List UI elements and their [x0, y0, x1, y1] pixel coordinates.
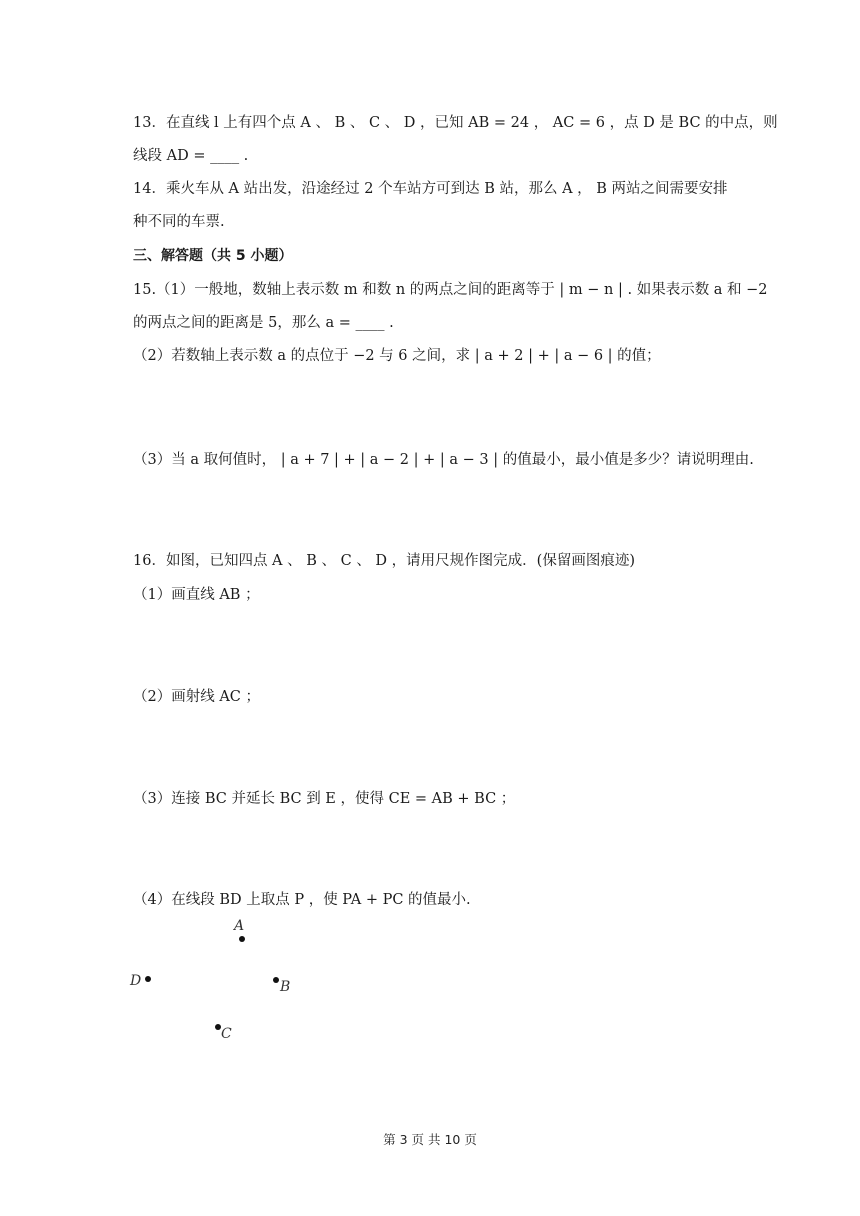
q16-part2: （2）画射线 AC ； — [133, 689, 261, 705]
point-b-dot — [273, 977, 279, 983]
q15-line2: 的两点之间的距离是 5，那么 a = ____ . — [133, 315, 394, 331]
q16-part1: （1）画直线 AB ； — [133, 587, 260, 603]
q15-part3: （3）当 a 取何值时， | a + 7 | + | a − 2 | + | a − 3 | 的值最小，最小值是多少？请说明理由. — [133, 452, 754, 468]
page-footer: 第 3 页 共 10 页 — [383, 1132, 477, 1147]
q13-line2: 线段 AD = ____ . — [133, 148, 249, 164]
q13-line1: 13．在直线 l 上有四个点 A 、 B 、 C 、 D ，已知 AB = 24 ， AC = 6 ，点 D 是 BC 的中点，则 — [133, 115, 778, 131]
q16-part3: （3）连接 BC 并延长 BC 到 E ，使得 CE = AB + BC ； — [133, 791, 516, 807]
point-d-label: D — [130, 973, 142, 989]
q14-line2: 种不同的车票. — [133, 214, 225, 230]
q15-part2: （2）若数轴上表示数 a 的点位于 −2 与 6 之间，求 | a + 2 | + | a − 6 | 的值； — [133, 348, 661, 364]
point-b-label: B — [280, 979, 291, 995]
q16-intro: 16．如图，已知四点 A 、 B 、 C 、 D ，请用尺规作图完成．(保留画图痕迹) — [133, 553, 635, 569]
section-heading: 三、解答题（共 5 小题） — [133, 248, 293, 264]
point-d-dot — [145, 976, 151, 982]
q14-line1: 14．乘火车从 A 站出发，沿途经过 2 个车站方可到达 B 站，那么 A ， B 两站之间需要安排 — [133, 181, 728, 197]
q15-line1: 15.（1）一般地，数轴上表示数 m 和数 n 的两点之间的距离等于 | m − n | . 如果表示数 a 和 −2 — [133, 282, 768, 298]
point-a-dot — [239, 936, 245, 942]
point-a-label: A — [234, 918, 245, 934]
point-c-label: C — [221, 1026, 232, 1042]
q16-part4: （4）在线段 BD 上取点 P ，使 PA + PC 的值最小. — [133, 892, 471, 908]
